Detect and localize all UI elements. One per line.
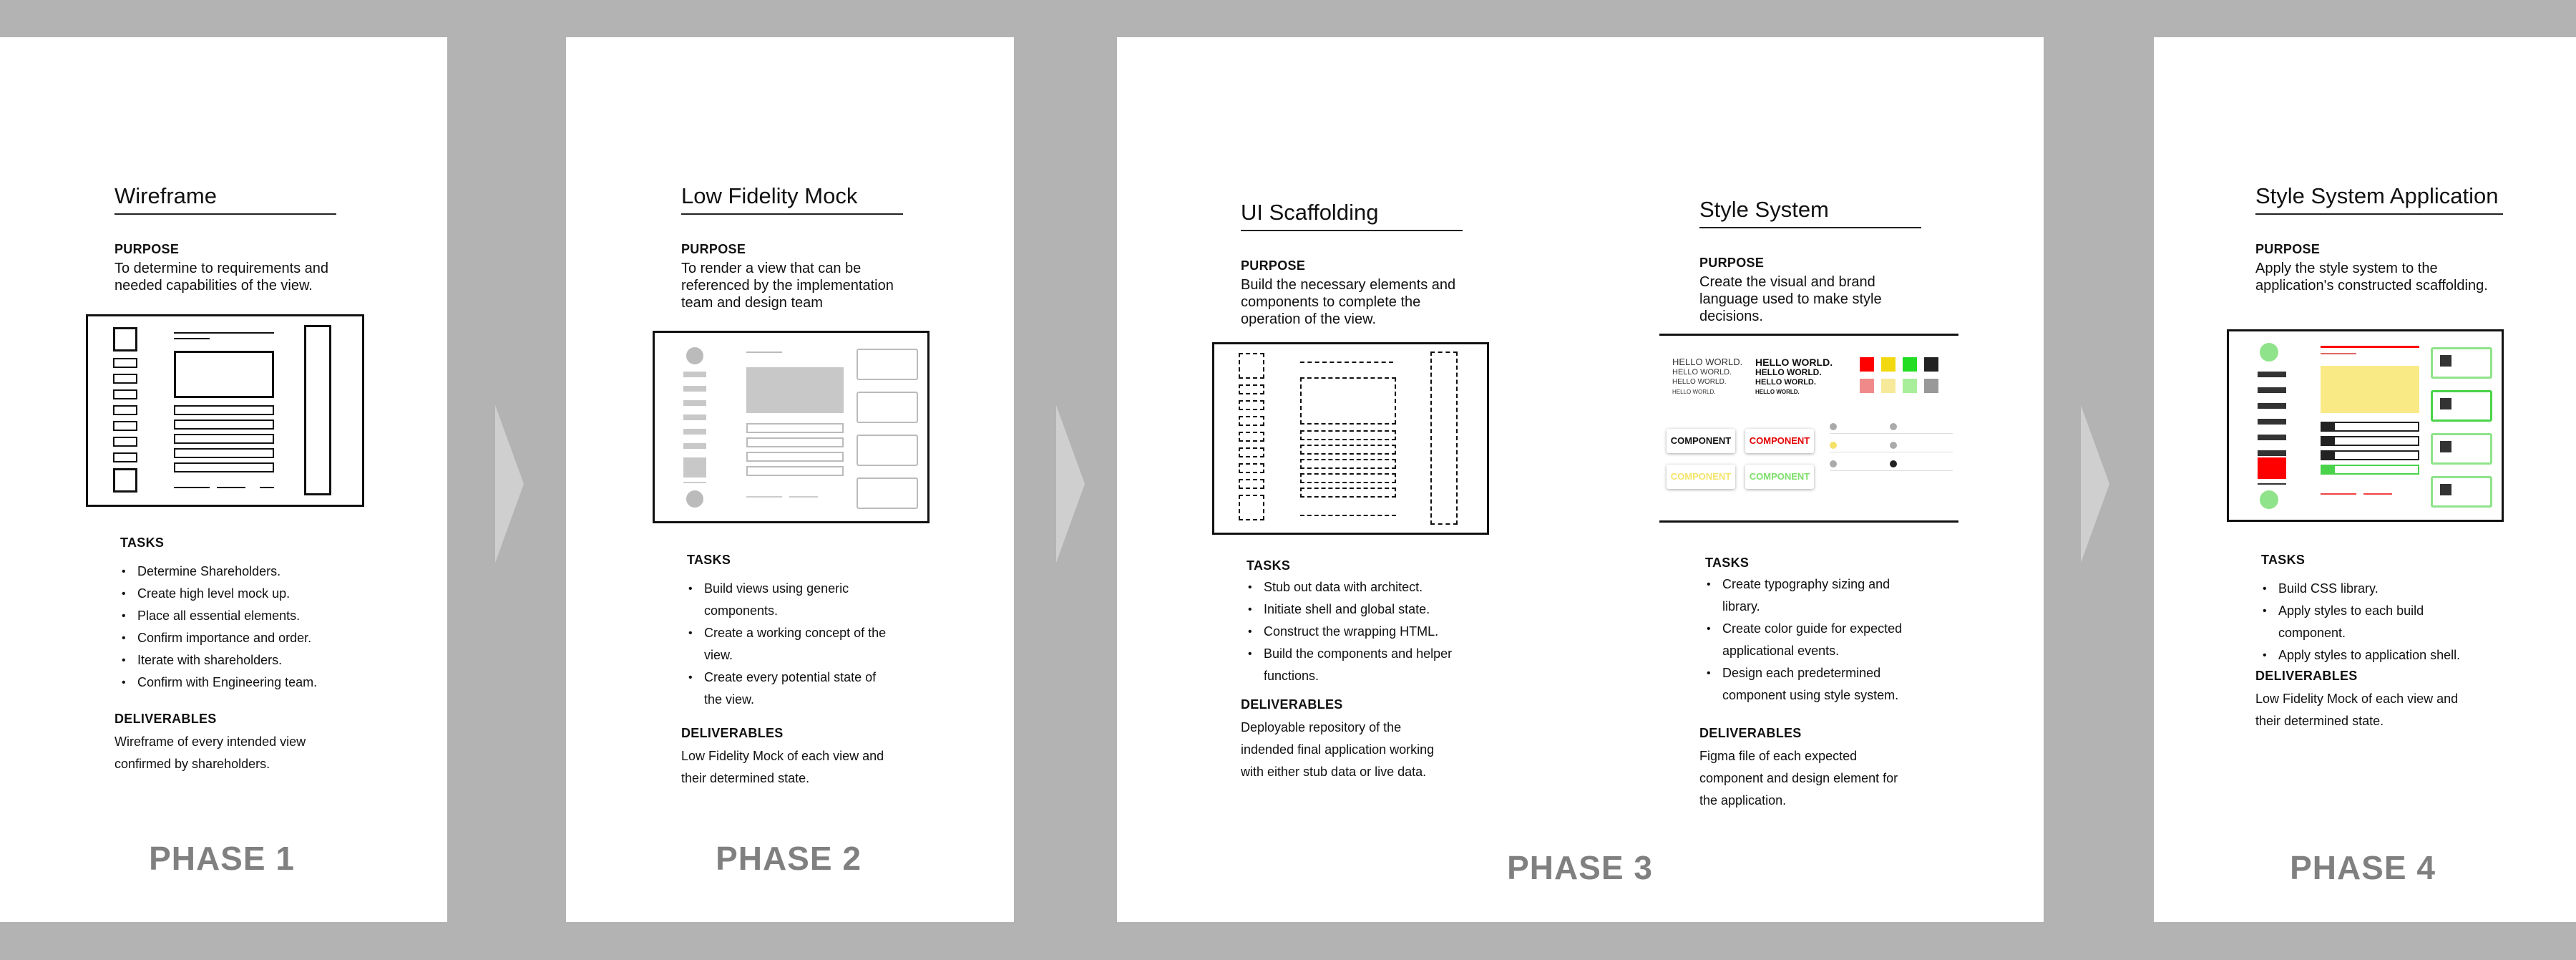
phase-4-deliverables-text: Low Fidelity Mock of each view and their determined state. (2255, 692, 2459, 728)
style-system-title: Style System (1699, 197, 1921, 228)
phase-1-title: Wireframe (114, 183, 336, 215)
ui-scaffolding-deliverables-text: Deployable repository of the indended final application working with either stub data or live data. (1241, 720, 1435, 779)
list-item: • Build views using generic components. (704, 578, 894, 622)
list-item: • Construct the wrapping HTML. (1264, 621, 1461, 643)
typography-sample: HELLO WORLD. (1755, 367, 1822, 377)
deliverables-label: DELIVERABLES (2255, 669, 2358, 683)
task-list (120, 561, 356, 694)
phase-2-tasks (687, 553, 894, 711)
typography-sample: HELLO WORLD. (1755, 378, 1816, 387)
tasks-label: TASKS (1246, 558, 1291, 573)
list-item: • Initiate shell and global state. (1264, 598, 1461, 621)
phase-2-header (681, 183, 903, 311)
typography-sample: HELLO WORLD. (1672, 378, 1727, 386)
phase-1-tasks (120, 535, 356, 694)
phase-2-deliverables (681, 726, 896, 790)
color-swatch (1924, 357, 1938, 372)
ui-scaffolding-tasks (1246, 558, 1461, 687)
color-swatch (1903, 379, 1917, 393)
tasks-label: TASKS (687, 553, 731, 567)
arrow-right-icon (495, 405, 524, 563)
component-button-sample: COMPONENT (1745, 465, 1814, 489)
tasks-label: TASKS (120, 535, 165, 550)
list-item: • Create a working concept of the view. (704, 622, 894, 666)
style-system-tasks (1705, 556, 1920, 707)
color-swatch (1924, 379, 1938, 393)
list-item: • Create high level mock up. (137, 583, 356, 605)
phase-2-title: Low Fidelity Mock (681, 183, 903, 215)
color-swatch (1860, 379, 1874, 393)
typography-sample: HELLO WORLD. (1672, 368, 1732, 377)
task-list (1705, 573, 1920, 707)
style-system-purpose: Create the visual and brand language used to make style decisions. (1699, 274, 1882, 324)
color-swatch (1903, 357, 1917, 372)
color-swatch (1881, 357, 1896, 372)
ui-scaffolding-purpose: Build the necessary elements and components to complete the operation of the view. (1241, 277, 1456, 327)
list-item: • Build the components and helper functions. (1264, 643, 1461, 687)
task-list (687, 578, 894, 711)
purpose-label: PURPOSE (681, 242, 746, 256)
deliverables-label: DELIVERABLES (114, 712, 217, 726)
phase-2-purpose: To render a view that can be referenced by the implementation team and design team (681, 261, 894, 311)
phase-1-deliverables-text: Wireframe of every intended view confirmed by shareholders. (114, 734, 306, 771)
deliverables-label: DELIVERABLES (681, 726, 784, 740)
task-list (2261, 578, 2476, 666)
component-button-sample: COMPONENT (1667, 465, 1735, 489)
list-item: • Place all essential elements. (137, 605, 356, 627)
typography-sample: HELLO WORLD. (1755, 357, 1833, 368)
component-list-sample (1830, 420, 1953, 485)
tasks-label: TASKS (2261, 553, 2306, 567)
component-button-sample: COMPONENT (1745, 429, 1814, 453)
list-item: • Iterate with shareholders. (137, 649, 356, 671)
ui-scaffolding-deliverables (1241, 697, 1441, 783)
list-item: • Create color guide for expected applicational events. (1722, 618, 1920, 662)
phase-1-header (114, 183, 336, 294)
color-swatch (1881, 379, 1896, 393)
deliverables-label: DELIVERABLES (1699, 726, 1802, 740)
phase-2-label: PHASE 2 (716, 840, 862, 877)
list-item: • Design each predetermined component using style system. (1722, 662, 1920, 707)
ui-scaffolding-title: UI Scaffolding (1241, 200, 1463, 231)
low-fidelity-sketch (653, 331, 930, 523)
list-item: • Stub out data with architect. (1264, 576, 1461, 598)
typography-sample: HELLO WORLD. (1672, 357, 1743, 367)
typography-sample: HELLO WORLD. (1755, 389, 1800, 395)
phase-4-tasks (2261, 553, 2476, 666)
phase-4-header (2255, 183, 2503, 294)
phase-4-purpose: Apply the style system to the application's constructed scaffolding. (2255, 261, 2488, 294)
wireframe-sketch (86, 314, 364, 507)
purpose-label: PURPOSE (1699, 256, 1765, 270)
list-item: • Build CSS library. (2278, 578, 2476, 600)
phase-4-title: Style System Application (2255, 183, 2503, 215)
purpose-label: PURPOSE (2255, 242, 2321, 256)
purpose-label: PURPOSE (1241, 258, 1306, 273)
list-item: • Create typography sizing and library. (1722, 573, 1920, 618)
task-list (1246, 576, 1461, 687)
purpose-label: PURPOSE (114, 242, 180, 256)
list-item: • Apply styles to each build component. (2278, 600, 2476, 644)
list-item: • Create every potential state of the view. (704, 666, 894, 711)
style-applied-sketch (2227, 329, 2504, 522)
phase-4-label: PHASE 4 (2290, 849, 2436, 886)
ui-scaffolding-header (1241, 200, 1463, 328)
phase-1-label: PHASE 1 (149, 840, 295, 877)
list-item: • Confirm importance and order. (137, 627, 356, 649)
arrow-right-icon (1056, 405, 1085, 563)
color-swatches (1860, 357, 1953, 400)
style-system-deliverables (1699, 726, 1900, 812)
typography-sample: HELLO WORLD. (1672, 389, 1716, 395)
list-item: • Apply styles to application shell. (2278, 644, 2476, 666)
style-system-deliverables-text: Figma file of each expected component and design element for the application. (1699, 749, 1898, 808)
phase-3-label: PHASE 3 (1507, 849, 1653, 886)
phase-1-purpose: To determine to requirements and needed capabilities of the view. (114, 261, 329, 294)
style-system-header (1699, 197, 1921, 325)
arrow-right-icon (2081, 405, 2109, 563)
scaffolding-sketch (1212, 342, 1489, 535)
component-button-sample: COMPONENT (1667, 429, 1735, 453)
phase-2-deliverables-text: Low Fidelity Mock of each view and their determined state. (681, 749, 884, 785)
list-item: • Confirm with Engineering team. (137, 671, 356, 694)
list-item: • Determine Shareholders. (137, 561, 356, 583)
phase-1-deliverables (114, 712, 329, 775)
style-system-sample (1659, 334, 1958, 523)
color-swatch (1860, 357, 1874, 372)
tasks-label: TASKS (1705, 556, 1750, 570)
deliverables-label: DELIVERABLES (1241, 697, 1343, 712)
phase-4-deliverables (2255, 669, 2470, 732)
